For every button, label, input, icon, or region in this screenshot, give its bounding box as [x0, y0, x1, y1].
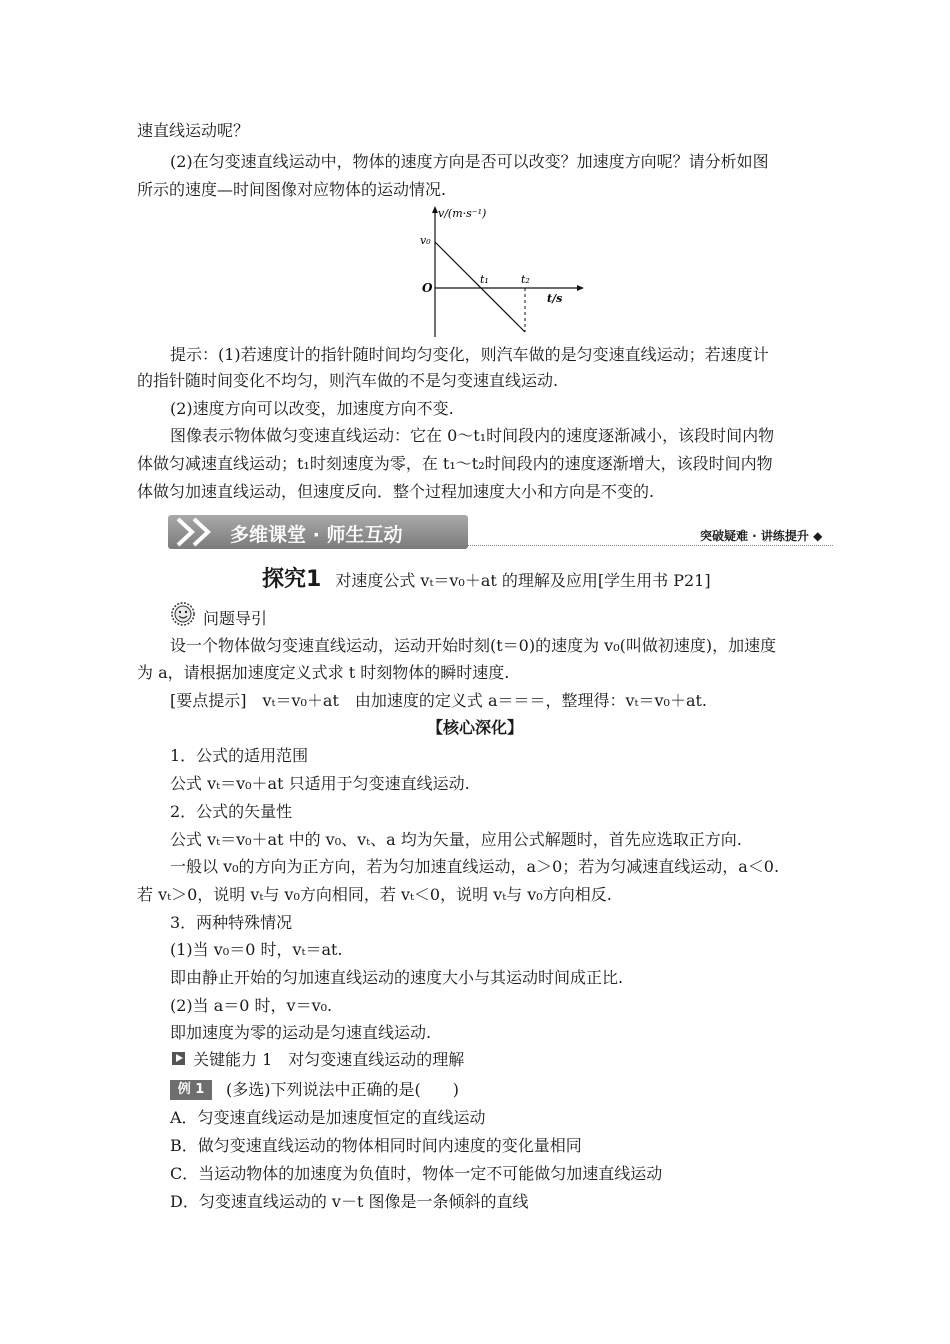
x-axis-arrow — [577, 285, 584, 291]
hint-p3: 图像表示物体做匀变速直线运动：它在 0～t₁时间段内的速度逐渐减小，该段时间内物 — [170, 426, 775, 445]
guide-label: 问题导引 — [203, 609, 268, 628]
smiley-icon — [170, 601, 196, 627]
explore-number: 探究1 — [262, 567, 322, 592]
velocity-time-graph — [420, 202, 590, 342]
key-point-tip: [要点提示] vₜ＝v₀＋at 由加速度的定义式 a＝＝＝，整理得：vₜ＝v₀＋at. — [170, 691, 708, 710]
intro-line: 速直线运动呢？ — [137, 121, 250, 140]
core-item-1-title: 1．公式的适用范围 — [170, 746, 309, 765]
example-stem: (多选)下列说法中正确的是( ) — [226, 1080, 459, 1099]
question-2: (2)在匀变速直线运动中，物体的速度方向是否可以改变？加速度方向呢？请分析如图 — [170, 152, 769, 171]
hint-p1-cont: 的指针随时间变化不均匀，则汽车做的不是匀变速直线运动. — [137, 371, 559, 390]
chevron-icon — [174, 517, 224, 547]
banner-title: 多维课堂 · 师生互动 — [230, 524, 403, 546]
velocity-line — [435, 242, 525, 332]
hint-p3-cont2: 体做匀加速直线运动，但速度反向．整个过程加速度大小和方向是不变的. — [137, 482, 655, 501]
section-banner — [168, 515, 468, 549]
explore-heading — [262, 562, 711, 593]
option-b: B．做匀变速直线运动的物体相同时间内速度的变化量相同 — [170, 1136, 582, 1155]
v0-label: v₀ — [420, 234, 431, 247]
core-item-2-text2-cont: 若 vₜ＞0，说明 vₜ与 v₀方向相同，若 vₜ＜0，说明 vₜ与 v₀方向相反. — [137, 885, 612, 904]
option-d: D．匀变速直线运动的 v－t 图像是一条倾斜的直线 — [170, 1192, 529, 1211]
y-axis-label: v/(m·s⁻¹) — [438, 207, 487, 220]
special-case-1: (1)当 v₀＝0 时，vₜ＝at. — [170, 940, 343, 959]
core-item-2-title: 2．公式的矢量性 — [170, 802, 293, 821]
example-badge: 例 1 — [170, 1080, 212, 1100]
core-item-1-text: 公式 vₜ＝v₀＋at 只适用于匀变速直线运动. — [170, 774, 470, 793]
t2-label: t₂ — [521, 273, 530, 286]
hint-p3-cont1: 体做匀减速直线运动；t₁时刻速度为零，在 t₁～t₂时间段内的速度逐渐增大，该段时间内物 — [137, 454, 773, 473]
core-item-3-title: 3．两种特殊情况 — [170, 913, 293, 932]
special-case-1-text: 即由静止开始的匀加速直线运动的速度大小与其运动时间成正比. — [170, 968, 624, 987]
play-triangle-icon — [172, 1052, 185, 1065]
core-heading: 【核心深化】 — [426, 718, 523, 737]
option-c: C．当运动物体的加速度为负值时，物体一定不可能做匀加速直线运动 — [170, 1164, 663, 1183]
core-item-2-text: 公式 vₜ＝v₀＋at 中的 v₀、vₜ、a 均为矢量，应用公式解题时，首先应选取正方向. — [170, 830, 742, 849]
special-case-2-text: 即加速度为零的运动是匀速直线运动. — [170, 1023, 432, 1042]
origin-label: O — [422, 281, 433, 295]
hint-p1: 提示：(1)若速度计的指针随时间均匀变化，则汽车做的是匀变速直线运动；若速度计 — [170, 345, 769, 364]
guide-line-cont: 为 a，请根据加速度定义式求 t 时刻物体的瞬时速度. — [137, 663, 510, 682]
guide-line: 设一个物体做匀变速直线运动，运动开始时刻(t＝0)的速度为 v₀(叫做初速度)，加速度 — [170, 636, 777, 655]
key-ability-label: 关键能力 1 对匀变速直线运动的理解 — [193, 1050, 465, 1069]
question-2-cont: 所示的速度—时间图像对应物体的运动情况. — [137, 180, 447, 199]
hint-p2: (2)速度方向可以改变，加速度方向不变. — [170, 399, 454, 418]
option-a: A．匀变速直线运动是加速度恒定的直线运动 — [170, 1108, 486, 1127]
x-axis-label: t/s — [547, 292, 563, 305]
core-item-2-text2: 一般以 v₀的方向为正方向，若为匀加速直线运动，a＞0；若为匀减速直线运动，a＜0. — [170, 857, 780, 876]
special-case-2: (2)当 a＝0 时，v＝v₀. — [170, 996, 333, 1015]
t1-label: t₁ — [480, 273, 489, 286]
banner-rule — [468, 545, 833, 546]
explore-title: 对速度公式 vₜ＝v₀＋at 的理解及应用[学生用书 P21] — [335, 571, 711, 590]
banner-subtitle: 突破疑难 · 讲练提升 ◆ — [700, 529, 823, 543]
